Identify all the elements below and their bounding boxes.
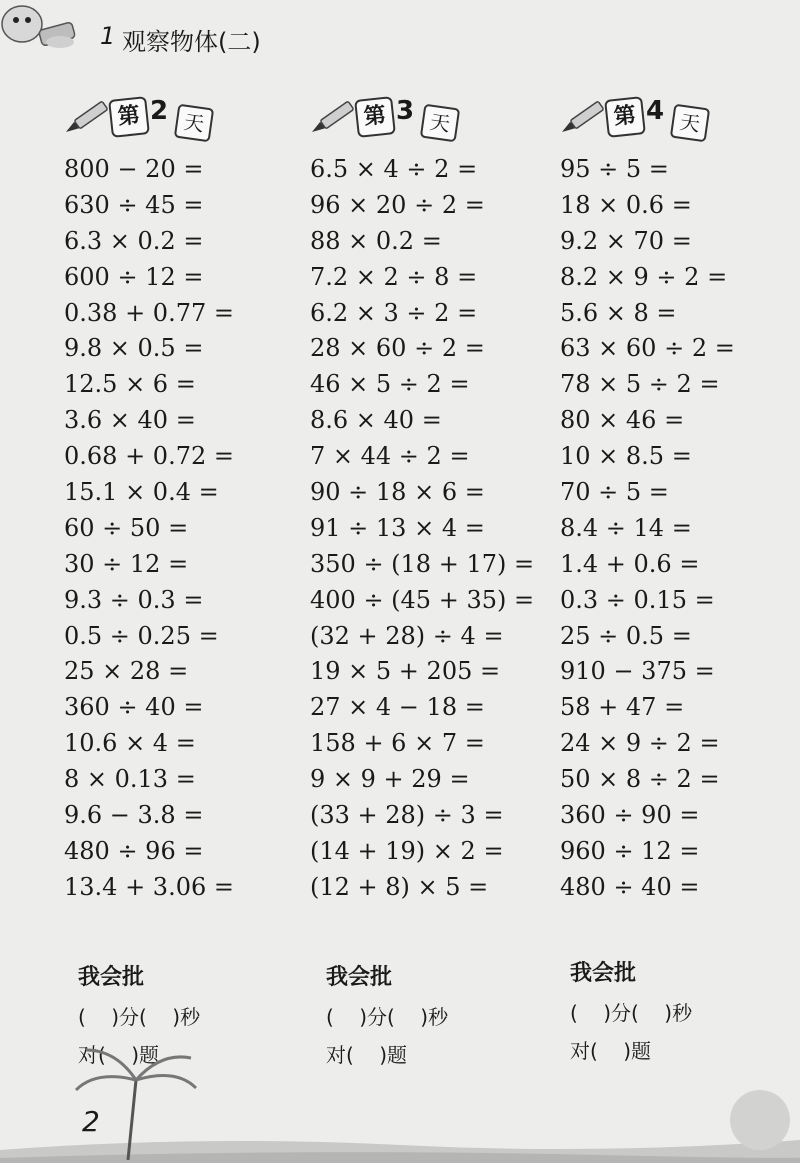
problem-item: 9.2 × 70 = [560, 226, 692, 255]
problem-item: 360 ÷ 40 = [64, 693, 204, 722]
day-badge: 第 [354, 96, 396, 138]
problem-item: 24 × 9 ÷ 2 = [560, 729, 720, 758]
problem-item: 46 × 5 ÷ 2 = [310, 370, 470, 399]
problem-item: 630 ÷ 45 = [64, 190, 204, 219]
correct-count-field: 对( )题 [78, 1043, 160, 1067]
problem-item: 5.6 × 8 = [560, 298, 677, 327]
problem-item: 400 ÷ (45 + 35) = [310, 585, 535, 614]
correct-count-field: 对( )题 [326, 1043, 408, 1067]
unit-title: 观察物体(二) [122, 28, 261, 56]
exercise-column-day-2 [64, 92, 234, 906]
problem-item: 6.2 × 3 ÷ 2 = [310, 298, 478, 327]
problem-item: 15.1 × 0.4 = [64, 478, 219, 507]
problem-item: 88 × 0.2 = [310, 226, 442, 255]
problem-item: 9.6 − 3.8 = [64, 801, 204, 830]
correct-count-field: 对( )题 [570, 1039, 652, 1063]
problem-item: 8.4 ÷ 14 = [560, 513, 692, 542]
problem-item: 13.4 + 3.06 = [64, 872, 234, 901]
day-number: 4 [646, 96, 665, 126]
exercise-column-day-4 [560, 92, 735, 906]
problem-item: 90 ÷ 18 × 6 = [310, 478, 485, 507]
problem-item: (14 + 19) × 2 = [310, 836, 504, 865]
problem-list [64, 152, 234, 906]
problem-item: 25 × 28 = [64, 657, 189, 686]
grading-title: 我会批 [326, 965, 393, 990]
problem-item: 480 ÷ 40 = [560, 872, 700, 901]
problem-item: 0.5 ÷ 0.25 = [64, 621, 219, 650]
problem-item: 3.6 × 40 = [64, 406, 196, 435]
problem-item: 19 × 5 + 205 = [310, 657, 501, 686]
problem-item: 6.5 × 4 ÷ 2 = [310, 155, 478, 183]
problem-item: 350 ÷ (18 + 17) = [310, 549, 535, 578]
problem-item: 78 × 5 ÷ 2 = [560, 370, 720, 399]
day-unit: 天 [174, 104, 214, 143]
day-heading [64, 92, 234, 152]
problem-item: (32 + 28) ÷ 4 = [310, 621, 504, 650]
problem-item: 27 × 4 − 18 = [310, 693, 485, 722]
problem-item: 600 ÷ 12 = [64, 262, 204, 291]
page-number: 2 [82, 1105, 100, 1138]
problem-item: (33 + 28) ÷ 3 = [310, 801, 504, 830]
problem-item: 96 × 20 ÷ 2 = [310, 190, 485, 219]
problem-item: 360 ÷ 90 = [560, 801, 700, 830]
problem-item: 70 ÷ 5 = [560, 478, 669, 507]
unit-number: 1 [100, 22, 116, 50]
problem-item: 0.3 ÷ 0.15 = [560, 585, 715, 614]
problem-item: 0.68 + 0.72 = [64, 442, 234, 471]
problem-item: 30 ÷ 12 = [64, 549, 189, 578]
time-field: ( )分( )秒 [570, 1001, 693, 1025]
problem-item: 25 ÷ 0.5 = [560, 621, 692, 650]
day-unit: 天 [670, 104, 710, 143]
problem-item: 10 × 8.5 = [560, 442, 692, 471]
problem-item: 910 − 375 = [560, 657, 715, 686]
grading-title: 我会批 [570, 961, 637, 986]
problem-item: 158 + 6 × 7 = [310, 729, 485, 758]
problem-item: 60 ÷ 50 = [64, 513, 189, 542]
problem-item: 18 × 0.6 = [560, 190, 692, 219]
problem-item: 9.3 ÷ 0.3 = [64, 585, 204, 614]
problem-item: 8 × 0.13 = [64, 765, 196, 794]
mascot-icon [0, 0, 80, 60]
day-heading [560, 92, 735, 152]
problem-list [560, 152, 735, 906]
grading-title: 我会批 [78, 965, 145, 990]
problem-item: 960 ÷ 12 = [560, 836, 700, 865]
problem-item: 63 × 60 ÷ 2 = [560, 334, 735, 363]
day-unit: 天 [420, 104, 460, 143]
problem-item: 480 ÷ 96 = [64, 836, 204, 865]
day-number: 3 [396, 96, 415, 126]
problem-item: 7.2 × 2 ÷ 8 = [310, 262, 478, 291]
problem-item: 7 × 44 ÷ 2 = [310, 442, 470, 471]
problem-item: 6.3 × 0.2 = [64, 226, 204, 255]
problem-item: 8.6 × 40 = [310, 406, 442, 435]
exercise-column-day-3 [310, 92, 534, 906]
problem-list [310, 152, 534, 906]
problem-item: 50 × 8 ÷ 2 = [560, 765, 720, 794]
problem-item: 91 ÷ 13 × 4 = [310, 513, 485, 542]
day-number: 2 [150, 96, 169, 126]
problem-item: 10.6 × 4 = [64, 729, 196, 758]
page-header [0, 0, 800, 70]
problem-item: 95 ÷ 5 = [560, 155, 669, 183]
pencil-icon [310, 100, 358, 136]
time-field: ( )分( )秒 [78, 1005, 201, 1029]
landscape-decoration [0, 1040, 800, 1163]
problem-item: 9 × 9 + 29 = [310, 765, 470, 794]
problem-item: 9.8 × 0.5 = [64, 334, 204, 363]
day-heading [310, 92, 534, 152]
problem-item: 1.4 + 0.6 = [560, 549, 700, 578]
problem-item: 8.2 × 9 ÷ 2 = [560, 262, 728, 291]
day-badge: 第 [108, 96, 150, 138]
pencil-icon [64, 100, 112, 136]
problem-item: 12.5 × 6 = [64, 370, 196, 399]
problem-item: (12 + 8) × 5 = [310, 872, 489, 901]
problem-item: 0.38 + 0.77 = [64, 298, 234, 327]
problem-item: 58 + 47 = [560, 693, 685, 722]
problem-item: 28 × 60 ÷ 2 = [310, 334, 485, 363]
problem-item: 80 × 46 = [560, 406, 685, 435]
pencil-icon [560, 100, 608, 136]
time-field: ( )分( )秒 [326, 1005, 449, 1029]
problem-item: 800 − 20 = [64, 155, 204, 183]
day-badge: 第 [604, 96, 646, 138]
